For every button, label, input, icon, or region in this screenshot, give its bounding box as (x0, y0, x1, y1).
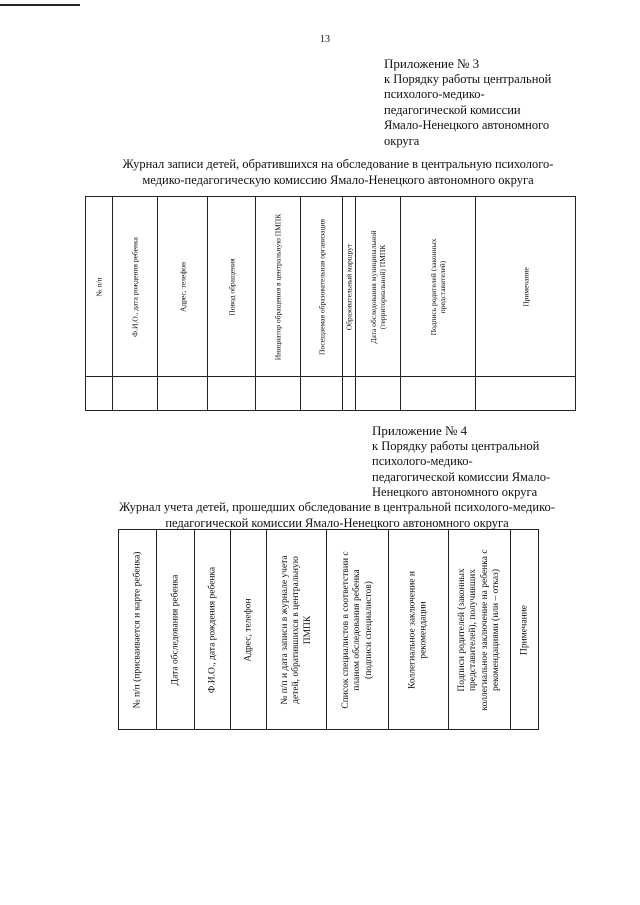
col-header-text: Дата обследования муниципальной (территориальной) ПМПК (369, 229, 387, 344)
table-cell (401, 377, 476, 411)
table-cell (343, 377, 356, 411)
col-header-text: № п/п (присваивается и карте ребенка) (131, 551, 142, 708)
journal-1-table (85, 196, 576, 411)
col-header-signature (401, 197, 476, 377)
col-header-text: Примечание (521, 266, 530, 307)
col-header-number (86, 197, 113, 377)
col-header-initiator (256, 197, 301, 377)
page-number: 13 (320, 34, 330, 45)
col-header-specialists (327, 530, 389, 730)
table-cell (158, 377, 208, 411)
table-cell (113, 377, 158, 411)
appendix-4-header (372, 423, 592, 501)
col-header-text: Подписи родителей (законных представителей), получивших коллегиальное заключение на ребенка с рекомендациями (или – отказ) (456, 548, 501, 711)
table-cell (476, 377, 576, 411)
col-header-text: Примечание (518, 604, 529, 655)
journal-2-table (118, 529, 539, 730)
col-header-signature (449, 530, 511, 730)
appendix-4-line: психолого-медико- (372, 454, 473, 468)
col-header-text: Повод обращения (227, 257, 236, 316)
col-header-record-ref (267, 530, 327, 730)
col-header-text: Дата обследования ребенка (169, 574, 180, 685)
appendix-3-line: Ямало-Ненецкого автономного (384, 118, 550, 132)
col-header-number (119, 530, 157, 730)
journal-1-title-line: медико-педагогическую комиссию Ямало-Ненецкого автономного округа (142, 172, 534, 187)
col-header-exam-date (157, 530, 195, 730)
appendix-3-line: Приложение № 3 (384, 56, 480, 71)
col-header-text: Адрес, телефон (178, 261, 187, 312)
table-cell (356, 377, 401, 411)
table-cell (256, 377, 301, 411)
col-header-exam-date (356, 197, 401, 377)
appendix-3-line: педагогической комиссии (384, 102, 521, 117)
col-header-text: Коллегиальное заключение и рекомендации (407, 570, 429, 689)
col-header-address (158, 197, 208, 377)
col-header-note (476, 197, 576, 377)
col-header-text: Адрес, телефон (242, 597, 253, 662)
col-header-text: Список специалистов в соответствии с планом обследования ребенка (подписи специалистов) (340, 550, 374, 709)
col-header-text: Посещаемая образовательная организация (317, 218, 326, 355)
journal-1-title (88, 157, 588, 188)
col-header-text: Ф.И.О., дата рождения ребенка (130, 236, 140, 337)
col-header-route (343, 197, 356, 377)
col-header-fio (195, 530, 231, 730)
col-header-text: № п/п (94, 276, 104, 297)
appendix-4-line: педагогической комиссии Ямало- (372, 469, 551, 484)
appendix-4-line: Ненецкого автономного округа (372, 485, 538, 499)
col-header-text: Образовательный маршрут (344, 243, 354, 330)
table-cell (208, 377, 256, 411)
appendix-3-line: к Порядку работы центральной (384, 71, 552, 86)
col-header-address (231, 530, 267, 730)
col-header-fio (113, 197, 158, 377)
journal-2-title-line: Журнал учета детей, прошедших обследование в центральной психолого-медико- (119, 500, 555, 514)
col-header-text: Инициатор обращения в центральную ПМПК (273, 213, 283, 360)
appendix-4-line: к Порядку работы центральной (372, 438, 540, 453)
appendix-3-line: психолого-медико- (384, 87, 485, 101)
col-header-reason (208, 197, 256, 377)
appendix-3-line: округа (384, 133, 420, 148)
col-header-text: Ф.И.О., дата рождения ребенка (206, 566, 217, 693)
appendix-4-line: Приложение № 4 (372, 423, 468, 438)
col-header-text: Подпись родителей (законных представителей) (429, 238, 447, 335)
table-cell (86, 377, 113, 411)
col-header-conclusion (389, 530, 449, 730)
col-header-organization (301, 197, 343, 377)
journal-2-title-line: педагогической комиссии Ямало-Ненецкого автономного округа (165, 515, 509, 530)
table-cell (301, 377, 343, 411)
col-header-text: № п/п и дата записи в журнале учета детей, обратившихся в центральную ПМПК (279, 554, 313, 705)
appendix-3-header (384, 56, 584, 149)
col-header-note (511, 530, 539, 730)
journal-1-title-line: Журнал записи детей, обратившихся на обследование в центральную психолого- (122, 157, 554, 171)
journal-2-title (92, 500, 582, 531)
top-edge-line (0, 4, 80, 6)
